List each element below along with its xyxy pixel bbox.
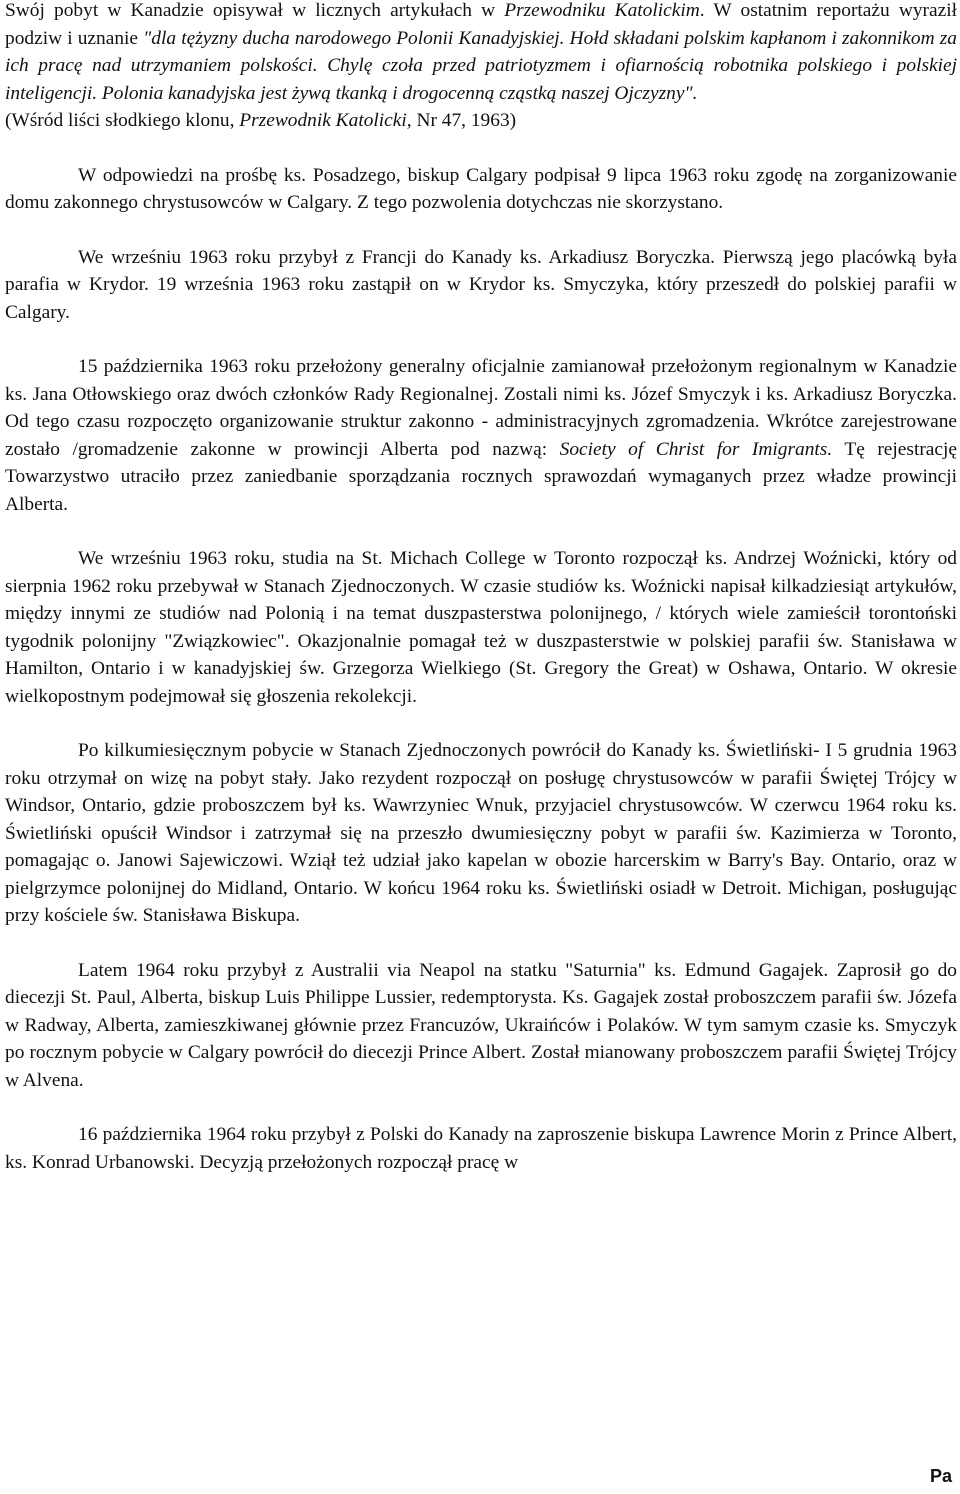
paragraph-2: W odpowiedzi na prośbę ks. Posadzego, biskup Calgary podpisał 9 lipca 1963 roku zgodę na zorganizowanie domu zakonnego chrystusowców w Calgary. Z tego pozwolenia dotychczas nie skorzystano. bbox=[5, 164, 957, 213]
paragraph-1 bbox=[5, 0, 957, 107]
text-run: Tę rejestrację Towarzystwo utraciło przez zaniedbanie sporządzania rocznych sprawozdań wymaganych przez władze prowincji Alberta. bbox=[5, 438, 958, 515]
text-run: . W ostatnim reportażu wyraził podziw i uznanie bbox=[5, 0, 957, 49]
italic-title: Przewodniku Katolickim bbox=[504, 0, 700, 21]
italic-title: Przewodnik Katolicki, bbox=[239, 110, 412, 131]
page-footer-label: Pa bbox=[929, 1466, 952, 1486]
document-page bbox=[5, 0, 957, 1176]
italic-quote: "dla tężyzny ducha narodowego Polonii Kanadyjskiej. Hołd składani polskim kapłanom i zakonnikom za ich pracę nad utrzymaniem polskości. Chylę czoła przed patriotyzmem i ofiarnością robotnika polskiego i polskiej inteligencji. Polonia kanadyjska jest żywą tkanką i drogocenną cząstką naszej Ojczyzny". bbox=[5, 27, 957, 104]
italic-name: Society of Christ for Imigrants. bbox=[559, 438, 833, 460]
text-run: 15 października 1963 roku przełożony generalny oficjalnie zamianował przełożonym regionalnym w Kanadzie ks. Jana Otłowskiego oraz dwóch członków Rady Regionalnej. Zostali nimi ks. Józef Smyczyk i ks. Arkadiusz Boryczka. Od tego czasu rozpoczęto organizowanie struktur zakonno - administracyjnych zgromadzenia. Wkrótce zarejestrowane zostało /gromadzenie zakonne w prowincji Alberta pod nazwą: bbox=[5, 356, 957, 460]
text-run: Swój pobyt w Kanadzie opisywał w licznych artykułach w bbox=[5, 0, 505, 21]
paragraph-5: We wrześniu 1963 roku, studia na St. Michach College w Toronto rozpoczął ks. Andrzej Woźnicki, który od sierpnia 1962 roku przebywał w Stanach Zjednoczonych. W czasie studiów ks. Woźnicki napisał kilkadziesiąt artykułów, między innymi ze studiów nad Polonią i na temat duszpasterstwa polonijnego, / których wiele zamieścił torontoński tygodnik polonijny "Związkowiec". Okazjonalnie pomagał też w duszpasterstwie w polskiej parafii św. Stanisława w Hamilton, Ontario i w kanadyjskiej św. Grzegorza Wielkiego (St. Gregory the Great) w Oshawa, Ontario. W okresie wielkopostnym podejmował się głoszenia rekolekcji. bbox=[5, 548, 957, 707]
paragraph-6: Po kilkumiesięcznym pobycie w Stanach Zjednoczonych powrócił do Kanady ks. Świetliński- I 5 grudnia 1963 roku otrzymał on wizę na pobyt stały. Jako rezydent rozpoczął on posługę chrystusowców w parafii Świętej Trójcy w Windsor, Ontario, gdzie proboszczem był ks. Wawrzyniec Wnuk, przyjaciel chrystusowców. W czerwcu 1964 roku ks. Świetliński opuścił Windsor i zatrzymał się na przeszło dwumiesięczny pobyt w parafii św. Kazimierza w Toronto, pomagając o. Janowi Sajewiczowi. Wziął też udział jako kapelan w obozie harcerskim w Barry's Bay. Ontario, oraz w pielgrzymce polonijnej do Midland, Ontario. W końcu 1964 roku ks. Świetliński osiadł w Detroit. Michigan, posługując przy kościele św. Stanisława Biskupa. bbox=[5, 740, 957, 926]
paragraph-4 bbox=[5, 353, 957, 518]
source-citation bbox=[5, 107, 957, 135]
paragraph-7: Latem 1964 roku przybył z Australii via Neapol na statku "Saturnia" ks. Edmund Gagajek. Zaprosił go do diecezji St. Paul, Alberta, biskup Luis Philippe Lussier, redemptorysta. Ks. Gagajek został proboszczem parafii św. Józefa w Radway, Alberta, zamieszkiwanej głównie przez Francuzów, Ukraińców i Polaków. W tym samym czasie ks. Smyczyk po rocznym pobycie w Calgary powrócił do diecezji Prince Albert. Został mianowany proboszczem parafii Świętej Trójcy w Alvena. bbox=[5, 959, 957, 1091]
text-run: Nr 47, 1963) bbox=[411, 110, 517, 131]
text-run: (Wśród liści słodkiego klonu, bbox=[5, 110, 240, 131]
paragraph-8: 16 października 1964 roku przybył z Polski do Kanady na zaproszenie biskupa Lawrence Morin z Prince Albert, ks. Konrad Urbanowski. Decyzją przełożonych rozpoczął pracę w bbox=[5, 1124, 957, 1173]
paragraph-3: We wrześniu 1963 roku przybył z Francji do Kanady ks. Arkadiusz Boryczka. Pierwszą jego placówką była parafia w Krydor. 19 września 1963 roku zastąpił on w Krydor ks. Smyczyka, który przeszedł do polskiej parafii w Calgary. bbox=[5, 246, 957, 323]
